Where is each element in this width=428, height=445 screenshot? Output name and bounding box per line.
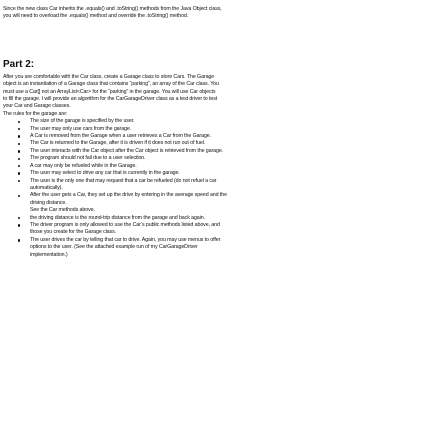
rule-text: A Car is removed from the Garage when a user retrieves a Car from the Garage.	[30, 133, 212, 140]
rule-text: The user may only use cars from the garage.	[30, 125, 132, 132]
paragraph-line: After you are comfortable with the Car class, create a Garage class to store Cars. The Garage	[3, 73, 215, 80]
rule-text: After the user gets a Car, they set up the drive by entering in the average speed and the	[30, 192, 227, 199]
rule-text: The size of the garage is specified by the user.	[30, 118, 135, 125]
rule-text-note: See the Car methods above.	[30, 207, 95, 214]
intro-text	[3, 6, 423, 21]
rule-text: the driving distance is the round-trip distance from the garage and back again.	[30, 214, 205, 221]
paragraph-line: your Car and Garage classes.	[3, 103, 71, 110]
rules-title: The rules for the garage are:	[3, 110, 68, 117]
rule-text-continued: driving distance.	[30, 199, 67, 206]
rule-item	[17, 222, 417, 237]
rule-text: The Car is returned to the Garage, after it is driven if it does not run out of fuel.	[30, 140, 206, 147]
rule-text: The user drives the car by telling that car to drive. Again, you may use menus to offer	[30, 236, 221, 243]
intro-line: Since the new class Car inherits the .equals() and .toString() methods from the Java Object class,	[3, 6, 222, 12]
rule-item	[17, 170, 417, 177]
rule-item	[17, 126, 417, 133]
rule-text: The driver program is only allowed to use the Car’s public methods listed above, and	[30, 221, 220, 228]
rule-text-continued: options to the user. (See the attached example run of my CarGarageDriver	[30, 244, 198, 251]
paragraph-line: must use a Car[] not an ArrayList<Car> for the “parking” in the garage. You will use Car objects	[3, 88, 216, 95]
rule-item	[17, 163, 417, 170]
rule-item	[17, 133, 417, 140]
rule-text: The program should not fail due to a user selection.	[30, 155, 146, 162]
rule-item	[17, 155, 417, 162]
rule-item	[17, 215, 417, 222]
rule-text: A car may only be refueled while in the Garage.	[30, 162, 137, 169]
paragraph-line: object is an instantiation of a Garage class that contains “parking”, an array of the Car class. You	[3, 81, 219, 88]
rule-text: The user interacts with the Car object after the Car object is retrieved from the garage.	[30, 147, 224, 154]
rule-item	[17, 192, 417, 214]
section-heading: Part 2:	[3, 58, 35, 70]
intro-line: you will need to overload the .equals() method and override the .toString() method.	[3, 13, 189, 20]
rule-text: The user is the only one that may request that a car be refueled (do not refuel a car	[30, 177, 217, 184]
rule-text-continued: automatically).	[30, 184, 63, 191]
rule-text-continued: those you create for the Garage class.	[30, 229, 117, 236]
rule-item	[17, 118, 417, 125]
section-paragraph	[3, 74, 423, 111]
paragraph-line: to fill the garage. I will provide an algorithm for the CarGarageDriver class as a test driver to test	[3, 96, 218, 103]
rule-item	[17, 237, 417, 259]
rule-item	[17, 140, 417, 147]
rule-item	[17, 148, 417, 155]
rule-text-continued: implementation.)	[30, 251, 68, 258]
rule-text: The user may select to drive any car that is currently in the garage.	[30, 170, 180, 177]
rule-item	[17, 178, 417, 193]
rules-list	[3, 118, 417, 259]
